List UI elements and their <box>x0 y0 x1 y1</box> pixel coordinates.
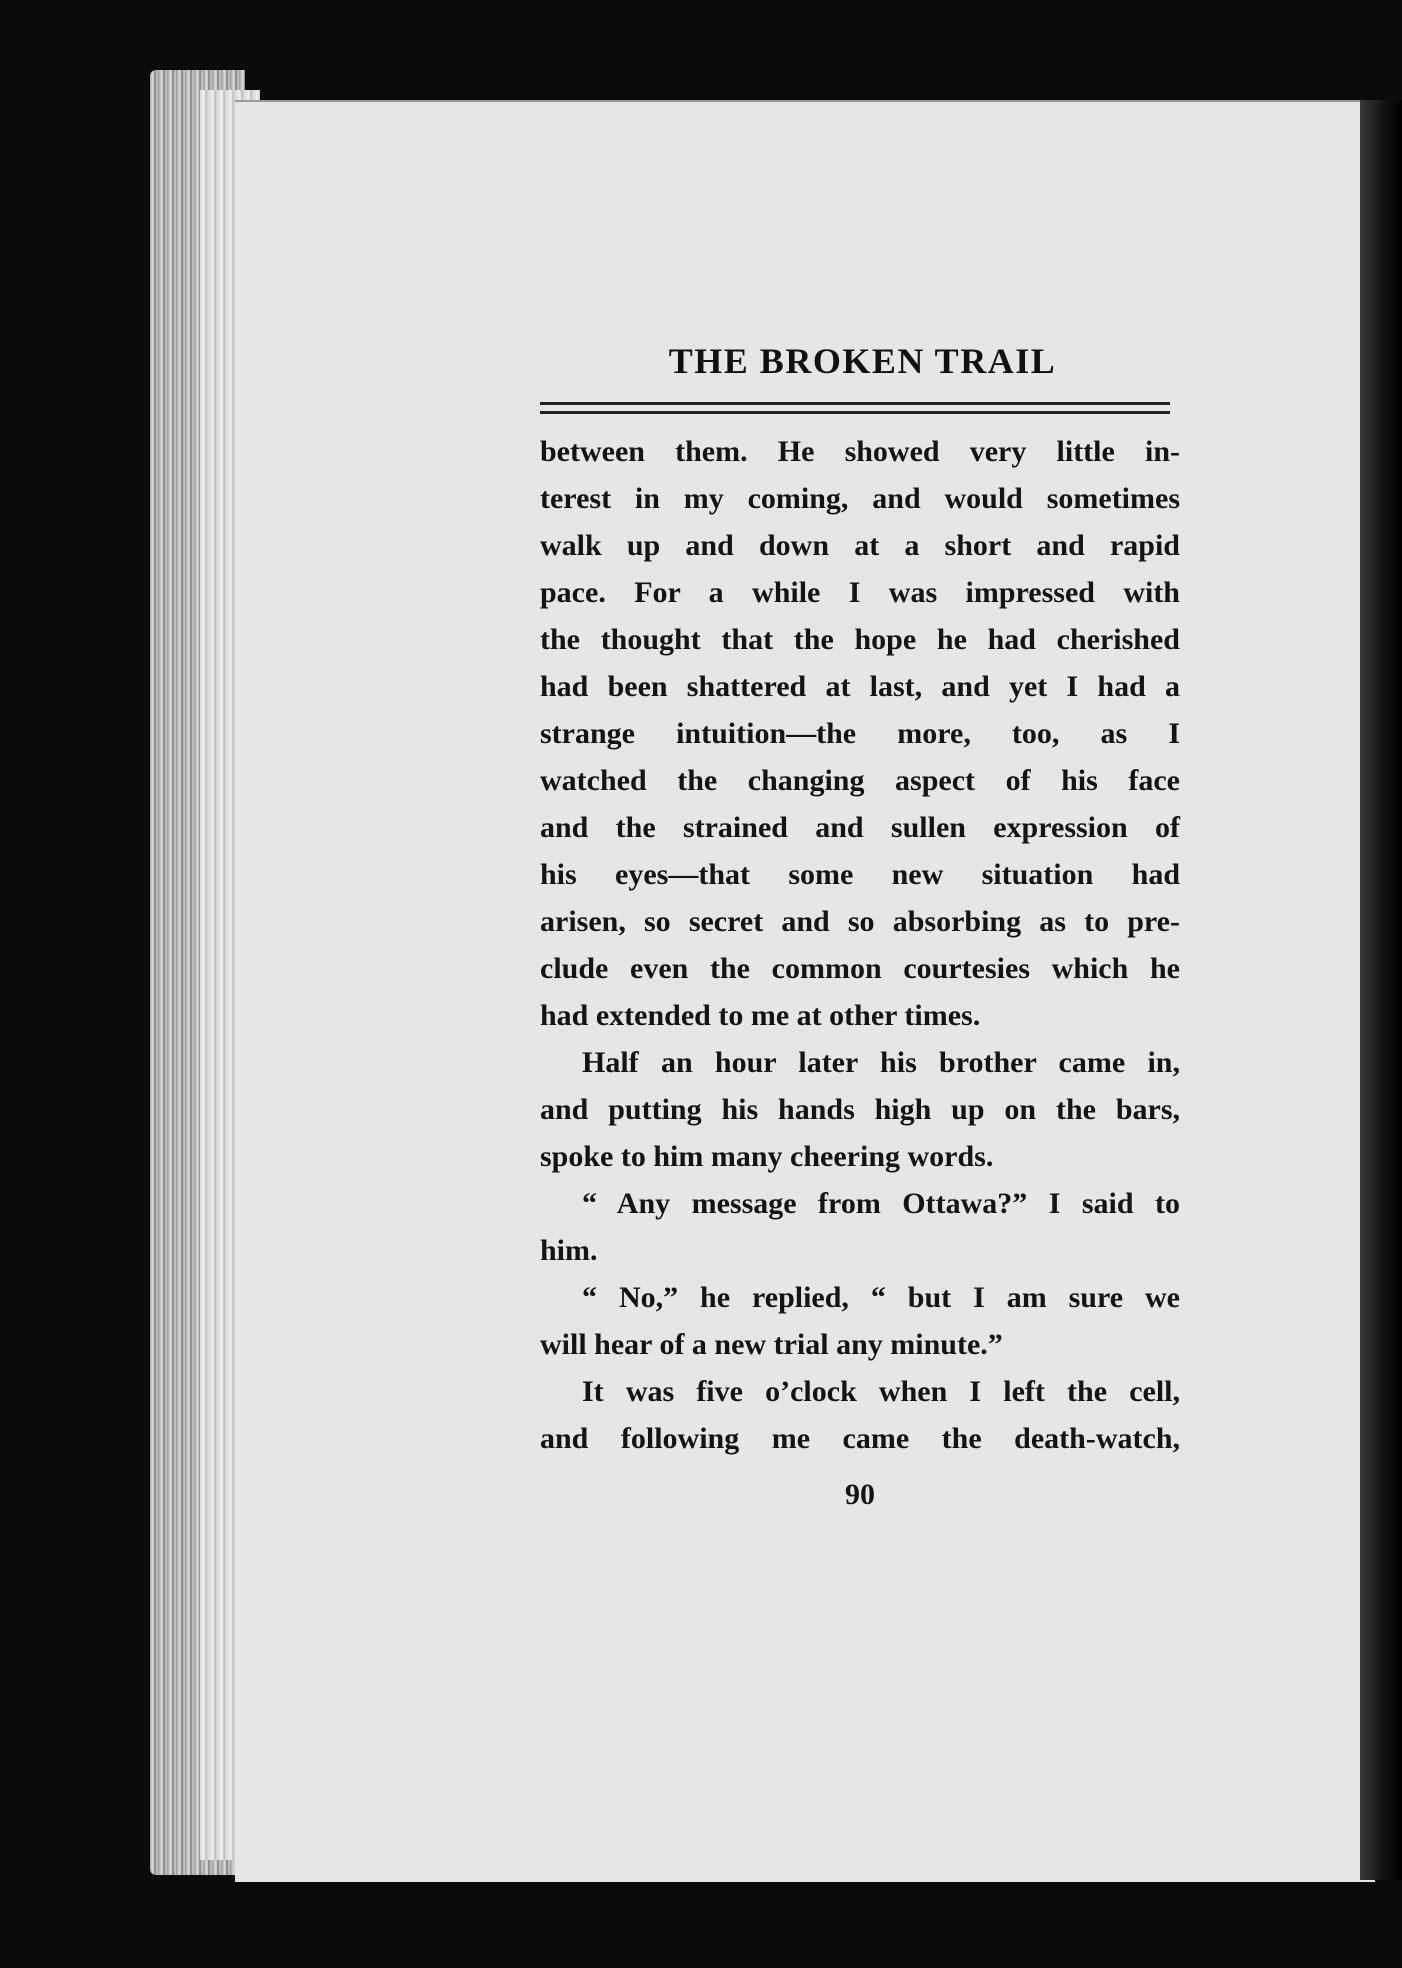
body-text <box>540 428 1180 1462</box>
text-line: will hear of a new trial any minute.” <box>540 1328 1003 1361</box>
text-line: and putting his hands high up on the bars, <box>540 1093 1180 1126</box>
text-line: “ Any message from Ottawa?” I said to <box>582 1187 1180 1220</box>
text-line: watched the changing aspect of his face <box>540 764 1180 797</box>
running-head: THE BROKEN TRAIL <box>668 341 1057 381</box>
text-line: Half an hour later his brother came in, <box>582 1046 1180 1079</box>
text-line: between them. He showed very little in- <box>540 435 1180 468</box>
text-line: and the strained and sullen expression of <box>540 811 1180 844</box>
text-line: spoke to him many cheering words. <box>540 1140 994 1173</box>
text-line: It was five o’clock when I left the cell, <box>582 1375 1180 1408</box>
text-line: clude even the common courtesies which he <box>540 952 1180 985</box>
text-line: arisen, so secret and so absorbing as to pre- <box>540 905 1180 938</box>
text-line: the thought that the hope he had cherished <box>540 623 1180 656</box>
page-number: 90 <box>845 1478 875 1511</box>
text-line: had been shattered at last, and yet I had a <box>540 670 1180 703</box>
header-rule <box>540 402 1170 414</box>
text-line: his eyes—that some new situation had <box>540 858 1180 891</box>
text-line: “ No,” he replied, “ but I am sure we <box>582 1281 1180 1314</box>
text-line: and following me came the death-watch, <box>540 1422 1180 1455</box>
text-line: pace. For a while I was impressed with <box>540 576 1180 609</box>
text-line: strange intuition—the more, too, as I <box>540 717 1180 750</box>
gutter-shadow <box>1360 100 1402 1880</box>
text-line: terest in my coming, and would sometimes <box>540 482 1180 515</box>
text-line: had extended to me at other times. <box>540 999 981 1032</box>
text-line: him. <box>540 1234 598 1267</box>
text-line: walk up and down at a short and rapid <box>540 529 1180 562</box>
